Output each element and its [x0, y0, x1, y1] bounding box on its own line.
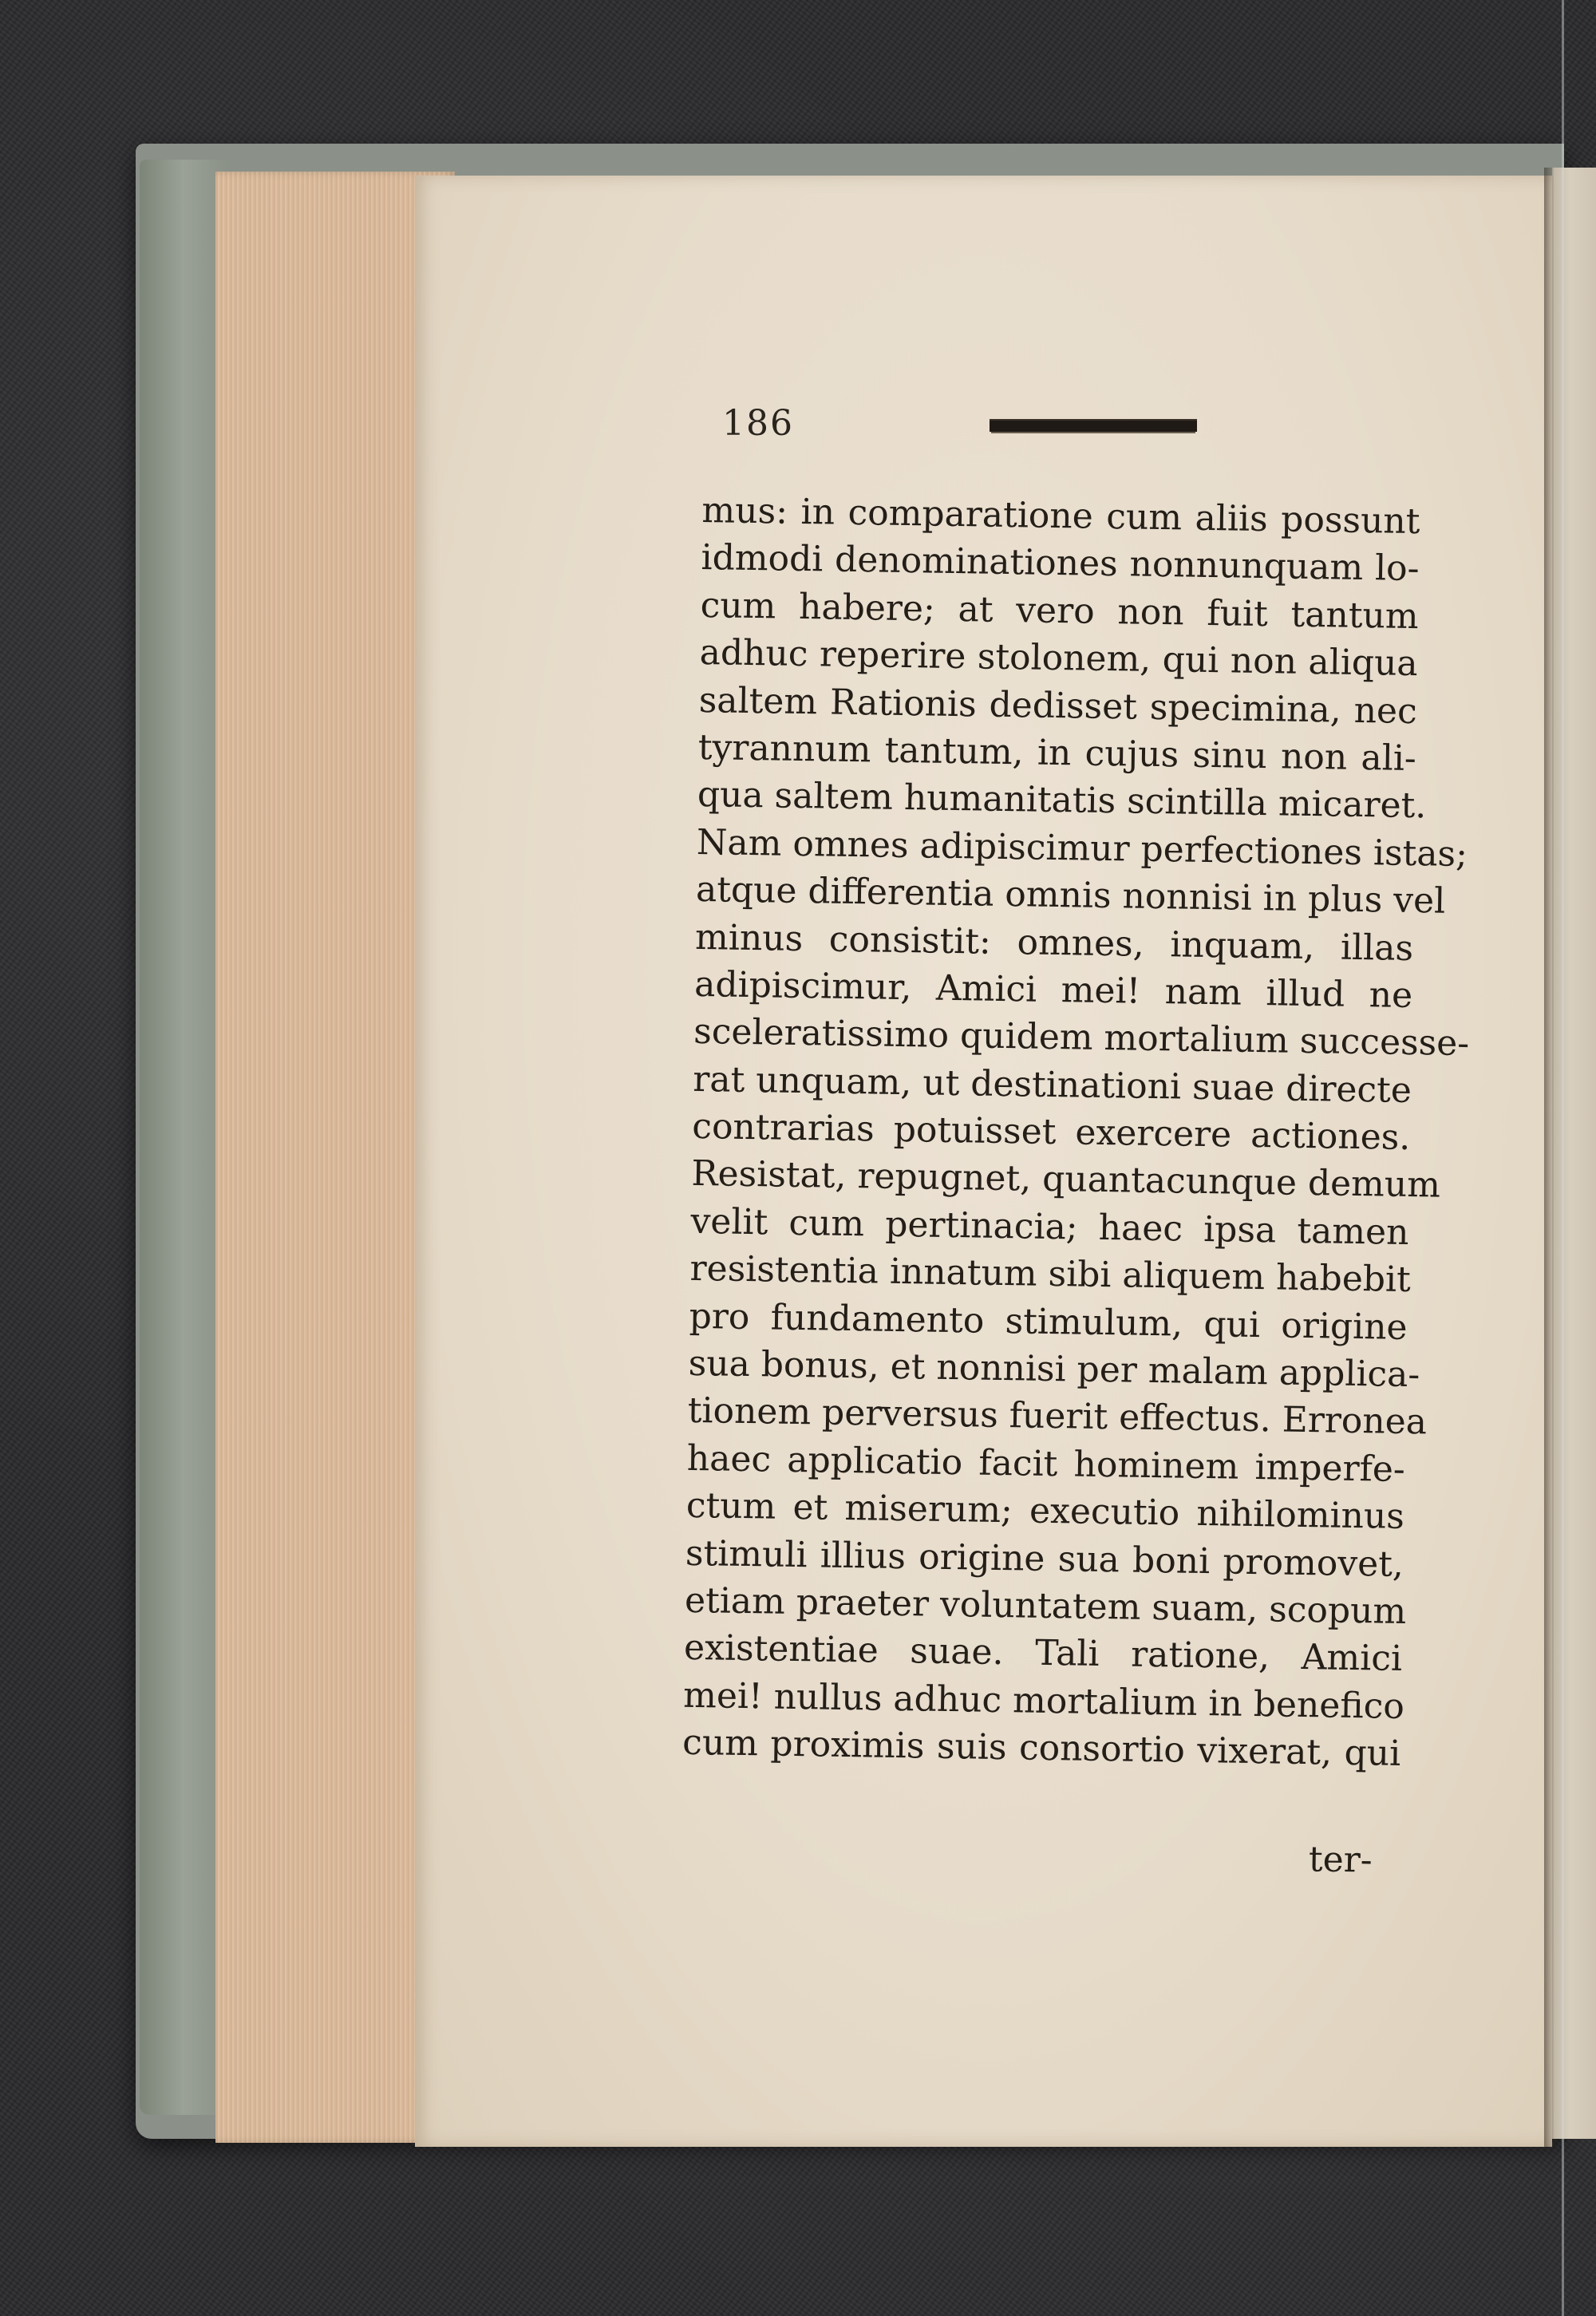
- text-line: cum proximis suis consortio vixerat, qui: [681, 1721, 1401, 1775]
- text-line: Nam omnes adipiscimur perfectiones istas;: [696, 821, 1468, 875]
- text-line: adhuc reperire stolonem, qui non aliqua: [699, 632, 1419, 685]
- header-rule: [990, 419, 1197, 432]
- text-line: saltem Rationis dedisset specimina, nec: [698, 679, 1418, 732]
- text-line: tionem perversus fuerit effectus. Erronea: [687, 1390, 1428, 1443]
- page-number: 186: [722, 403, 794, 444]
- text-line: rat unquam, ut destinationi suae directe: [692, 1058, 1412, 1111]
- glass-plate-edge: [1562, 0, 1564, 2316]
- book-cover-edge: [140, 160, 227, 2115]
- text-line: qua saltem humanitatis scintilla micaret.: [697, 774, 1427, 827]
- catchword: ter-: [1308, 1839, 1373, 1881]
- body-text: [681, 487, 1470, 1777]
- text-line: haec applicatio facit hominem imperfe-: [686, 1437, 1406, 1490]
- text-line: atque differentia omnis nonnisi in plus vel: [695, 869, 1446, 922]
- text-line: idmodi denominationes nonnunquam lo-: [701, 537, 1420, 590]
- text-line: tyrannum tantum, in cujus sinu non ali-: [697, 726, 1417, 780]
- text-line: pro fundamento stimulum, qui origine: [689, 1295, 1408, 1348]
- text-line: velit cum pertinacia; haec ipsa tamen: [690, 1200, 1409, 1253]
- text-line: cum habere; at vero non fuit tantum: [700, 584, 1419, 637]
- facing-page-edge: [1552, 168, 1596, 2139]
- text-line: etiam praeter voluntatem suam, scopum: [684, 1579, 1407, 1633]
- text-line: existentiae suae. Tali ratione, Amici: [683, 1627, 1403, 1680]
- text-line: contrarias potuisset exercere actiones.: [692, 1105, 1411, 1159]
- text-line: ctum et miserum; executio nihilominus: [685, 1485, 1405, 1538]
- text-line: mei! nullus adhuc mortalium in benefico: [682, 1674, 1405, 1727]
- text-line: Resistat, repugnet, quantacunque demum: [691, 1153, 1441, 1207]
- text-line: minus consistit: omnes, inquam, illas: [694, 916, 1414, 969]
- page-gutter: [1544, 168, 1554, 2147]
- text-line: adipiscimur, Amici mei! nam illud ne: [693, 963, 1413, 1016]
- text-line: sua bonus, et nonnisi per malam applica-: [688, 1342, 1420, 1396]
- text-line: resistentia innatum sibi aliquem habebit: [689, 1248, 1412, 1301]
- text-line: stimuli illius origine sua boni promovet,: [685, 1532, 1404, 1585]
- text-line: mus: in comparatione cum aliis possunt: [701, 489, 1420, 543]
- text-line: sceleratissimo quidem mortalium successe-: [693, 1011, 1470, 1065]
